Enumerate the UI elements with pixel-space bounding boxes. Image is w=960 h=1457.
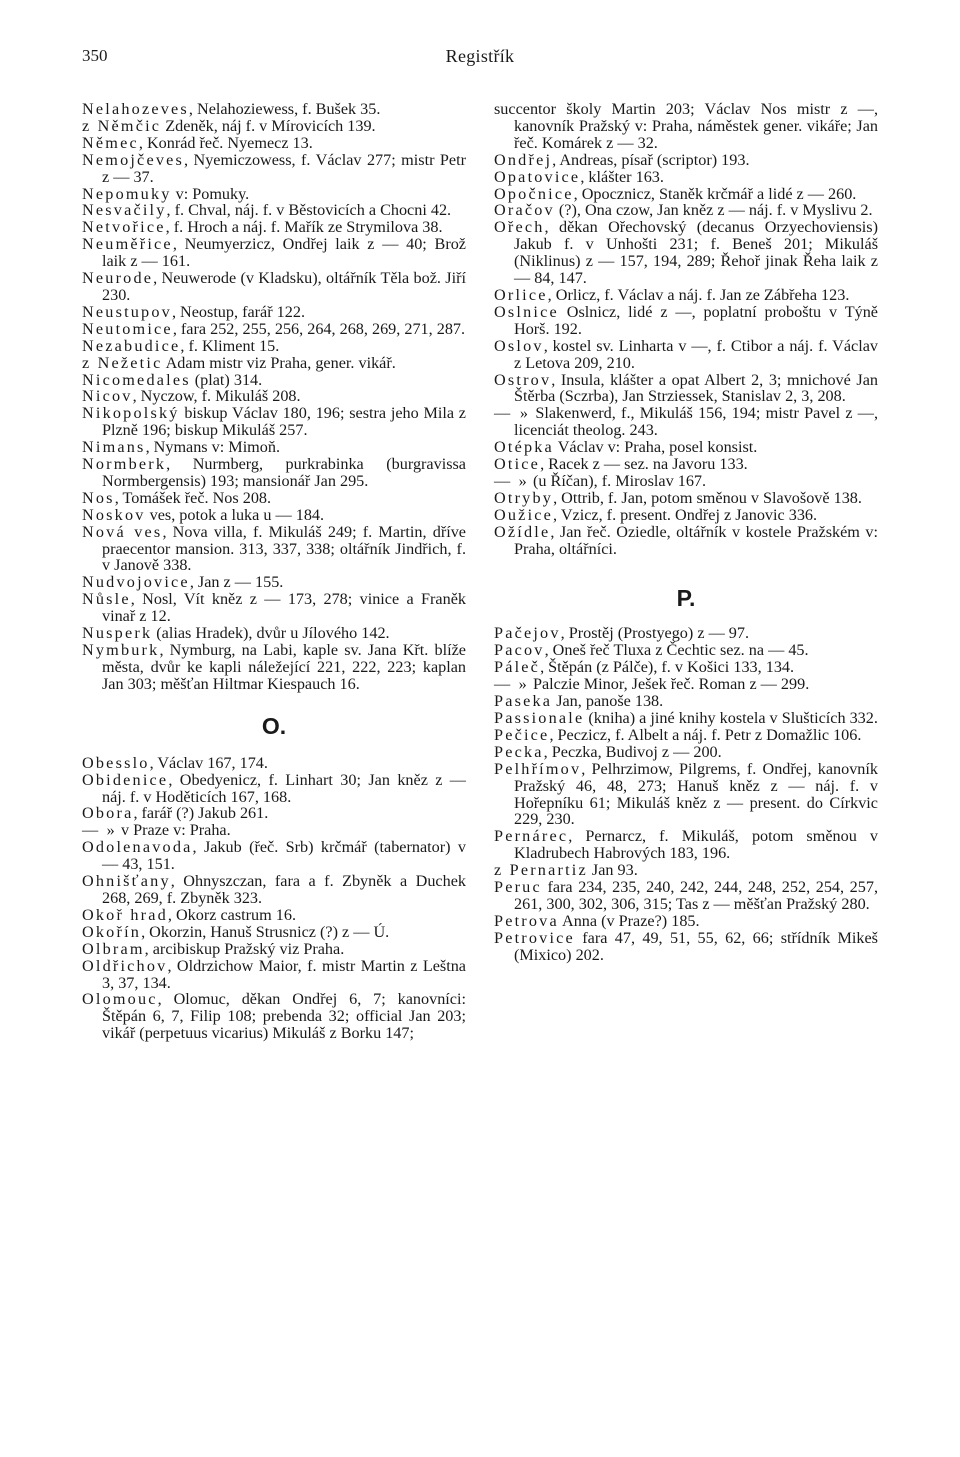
index-entry [494,930,878,964]
entry-text: , Vzicz, f. present. Ondřej z Janovic 336. [553,505,818,524]
entry-text: , Insula, klášter a opat Albert 2, 3; mnichové Jan Štěrba (Sczrba), Jan Strziessek, Stanislav 2, 3, 208. [514,370,878,406]
entry-headword: Pecka [494,742,544,761]
entry-text: (alias Hradek), dvůr u Jílového 142. [152,624,390,643]
index-entry [494,879,878,913]
index-entry [82,958,466,992]
index-entry [494,913,878,930]
entry-text: , Nymans v: Mimoň. [145,438,281,457]
page-header [82,46,878,70]
index-entry [494,524,878,558]
index-entry [494,169,878,186]
entry-headword: Netvořice [82,218,166,237]
index-entry [494,642,878,659]
index-entry [494,862,878,879]
entry-text: Jan, panoše 138. [552,692,664,711]
entry-headword: Nusperk [82,624,153,643]
entry-text: , Racek z — sez. na Javoru 133. [540,455,748,474]
section-heading: P. [676,585,696,612]
entry-text: , Konrád řeč. Nyemecz 13. [138,133,313,152]
index-entry [82,135,466,152]
entry-text: ves, potok a luka u — 184. [145,505,325,524]
right-column [494,101,878,964]
index-entry [494,152,878,169]
entry-headword: Oslnice [494,302,559,321]
entry-text: , Oneš řeč Tluxa z Čechtic sez. na — 45. [544,641,809,660]
entry-headword: Oldřichov [82,956,168,975]
index-entry [82,456,466,490]
entry-text: , Václav 167, 174. [149,753,268,772]
index-entry [494,101,878,152]
index-entry [82,338,466,355]
index-entry [82,507,466,524]
entry-text: , Pelhrzimow, Pilgrems, f. Ondřej, kanovník Pražský 46, 48, 273; Hanuš kněz z — náj. f. v Hořepníku 61; Mikuláš kněz z — present. do Církvic 229, 230. [514,759,878,829]
index-entry [82,219,466,236]
entry-headword: Nelahozeves [82,100,189,118]
entry-headword: Pernárec [494,827,569,846]
entry-text: v Praze v: Praha. [116,821,231,840]
entry-headword: Nimans [82,438,146,457]
index-entry [494,727,878,744]
entry-text: (plat) 314. [190,370,263,389]
index-entry [82,388,466,405]
entry-headword: z Němčic [82,116,162,135]
entry-text: Adam mistr viz Praha, gener. vikář. [162,353,396,372]
entry-text: , Okorzin, Hanuš Strusnicz (?) z — Ú. [141,922,390,941]
running-head: Registřík [445,46,515,66]
index-entry [82,625,466,642]
entry-headword: Pelhřímov [494,759,582,778]
entry-headword: Olbram [82,939,145,958]
index-entry [82,642,466,693]
entry-text: Slakenwerd, f., Mikuláš 156, 194; mistr Pavel z —, licenciát theolog. 243. [514,404,878,440]
entry-headword: Otryby [494,488,554,507]
index-entry [82,524,466,575]
index-entry [82,439,466,456]
index-entry [82,805,466,822]
entry-headword: — » [82,821,117,840]
entry-headword: — » [494,404,531,423]
index-entry [494,659,878,676]
index-entry [82,907,466,924]
index-entry [82,101,466,118]
entry-headword: Neurode [82,269,154,288]
index-entry [494,304,878,338]
entry-text: , Nosl, Vít kněz z — 173, 278; vinice a Franěk vinař z 12. [102,590,466,626]
index-entry [82,873,466,907]
index-entry [82,355,466,372]
entry-headword: Pacov [494,641,545,660]
index-entry [494,186,878,203]
entry-text: , Ottrib, f. Jan, potom směnou v Slavošově 138. [553,488,862,507]
entry-headword: Noskov [82,505,146,524]
entry-text: biskup Václav 180, 196; sestra jeho Mila z Plzně 196; biskup Mikuláš 257. [102,404,466,440]
entry-text: Jan 93. [587,861,638,880]
entry-headword: Němec [82,133,139,152]
index-entry [82,822,466,839]
entry-headword: Nikopolský [82,404,180,423]
index-entry [82,186,466,203]
index-entry [82,574,466,591]
entry-headword: Nezabudice [82,336,181,355]
index-entry [82,924,466,941]
index-entry [494,710,878,727]
entry-headword: Obidenice [82,770,169,789]
entry-text: , f. Kliment 15. [180,336,280,355]
index-entry [494,761,878,829]
entry-text: Zdeněk, náj f. v Mírovicích 139. [161,116,376,135]
page-number: 350 [82,46,108,65]
entry-text: , Peczka, Budivoj z — 200. [543,742,722,761]
index-entry [82,591,466,625]
entry-headword: Nudvojovice [82,573,190,592]
index-entry [82,321,466,338]
entry-text: , Opocznicz, Staněk krčmář a lidé z — 260. [573,184,857,203]
entry-text: Anna (v Praze?) 185. [558,911,700,930]
entry-headword: Olomouc [82,990,158,1009]
entry-headword: z Pernartiz [494,861,588,880]
index-entry [82,772,466,806]
entry-headword: Nepomuky [82,184,172,203]
entry-text: (u Říčan), f. Miroslav 167. [528,471,707,490]
entry-text: (?), Ona czow, Jan kněz z — náj. f. v Myslivu 2. [554,201,873,220]
entry-text: , Andreas, písař (scriptor) 193. [552,150,750,169]
index-entry [494,490,878,507]
entry-headword: Ondřej [494,150,553,169]
entry-text: , Obedyenicz, f. Linhart 30; Jan kněz z — náj. f. v Hoděticích 167, 168. [102,770,466,806]
entry-text: , Nyemiczowess, f. Václav 277; mistr Petr z — 37. [102,150,466,186]
index-entry [82,490,466,507]
entry-headword: Pečice [494,725,550,744]
entry-text: , Nurmberg, purkrabinka (burgravissa Normbergensis) 193; mansionář Jan 295. [102,455,466,490]
entry-headword: Nová ves [82,522,163,541]
index-entry [494,507,878,524]
entry-text: , Prostěj (Prostyego) z — 97. [560,624,750,643]
entry-headword: z Nežetic [82,353,163,372]
index-entry [494,625,878,642]
entry-headword: — » [494,675,529,694]
entry-text: , f. Chval, náj. f. v Běstovicích a Chocni 42. [166,201,452,220]
entry-headword: Páleč [494,658,541,677]
entry-text: , arcibiskup Pražský viz Praha. [144,939,345,958]
entry-text: , f. Hroch a náj. f. Mařík ze Strymilova 38. [165,218,443,237]
entry-text: , farář (?) Jakub 261. [133,804,269,823]
left-column [82,101,466,1042]
entry-headword: Nůsle [82,590,131,609]
entry-headword: Oračov [494,201,555,220]
entry-text: , Nyczow, f. Mikuláš 208. [132,387,301,406]
entry-headword: Nicomedales [82,370,191,389]
entry-headword: Ožídle [494,522,551,541]
entry-text: , Neostup, farář 122. [171,302,306,321]
entry-headword: Ořech [494,218,545,237]
entry-text: , Ohnyszczan, fara a f. Zbyněk a Duchek 268, 269, f. Zbyněk 323. [102,872,466,907]
entry-headword: Opatovice [494,167,581,186]
index-entry [494,828,878,862]
entry-headword: Oužice [494,505,554,524]
entry-text: , Jan z — 155. [189,573,284,592]
entry-headword: Okoř hrad [82,905,168,924]
entry-text: fara 234, 235, 240, 242, 244, 248, 252, 254, 257, 261, 300, 302, 306, 315; Tas z — měšťan Pražský 280. [514,878,878,913]
index-entry [82,372,466,389]
entry-headword: Otice [494,455,541,474]
index-entry [494,405,878,439]
entry-text: (kniha) a jiné knihy kostela v Slušticích 332. [584,709,878,727]
entry-text: , Neumyerzicz, Ondřej laik z — 40; Brož laik z — 161. [102,235,466,271]
entry-headword: Orlice [494,285,548,304]
entry-text: Oslnicz, lidé z —, poplatní proboštu v Týně Horš. 192. [514,302,878,338]
entry-headword: Nesvačily [82,201,167,220]
entry-headword: Nymburk [82,641,160,659]
entry-headword: Otépka [494,438,554,457]
entry-headword: Pačejov [494,624,561,643]
index-entry [494,287,878,304]
entry-headword: Neutomice [82,319,173,338]
index-entry [82,755,466,772]
entry-text: , fara 252, 255, 256, 264, 268, 269, 271, 287. [172,319,466,338]
entry-text: , Olomuc, děkan Ondřej 6, 7; kanovníci: Štěpán 6, 7, Filip 108; prebenda 32; official Jan 203; vikář (perpetuus vicarius) Mikuláš z Borku 147; [102,990,466,1043]
entry-text: , Neuwerode (v Kladsku), oltářník Těla bož. Jiří 230. [102,269,466,304]
index-entry [494,676,878,693]
entry-text: , klášter 163. [580,167,664,186]
entry-headword: Nicov [82,387,133,406]
entry-text: Palczie Minor, Ješek řeč. Roman z — 299. [528,675,810,694]
entry-text: , Nova villa, f. Mikuláš 249; f. Martin, dříve praecentor mansion. 313, 337, 338; oltářník Jindřich, f. v Janově 338. [102,522,466,575]
entry-text: , Nelahoziewess, f. Bušek 35. [188,100,381,118]
entry-text: , Tomášek řeč. Nos 208. [114,488,272,507]
index-entry [82,152,466,186]
entry-headword: Passionale [494,709,585,727]
entry-text: , Okorz castrum 16. [167,905,297,924]
entry-headword: Okořín [82,922,142,941]
index-entry [82,304,466,321]
entry-headword: Normberk [82,455,167,474]
entry-text: , Peczicz, f. Albelt a náj. f. Petr z Domažlic 106. [549,725,862,744]
entry-text: , Jan řeč. Oziedle, oltářník v kostele Pražském v: Praha, oltářníci. [514,522,878,558]
index-entry [494,744,878,761]
index-entry [82,839,466,873]
entry-headword: — » [494,471,529,490]
entry-text: v: Pomuky. [171,184,250,203]
entry-headword: Oslov [494,336,544,355]
entry-text: , Oldrzichow Maior, f. mistr Martin z Leštna 3, 37, 134. [102,956,466,992]
entry-text: Václav v: Praha, posel konsist. [553,438,758,457]
index-entry [494,473,878,490]
index-entry [494,219,878,287]
entry-headword: Opočnice [494,184,574,203]
index-entry [494,372,878,406]
entry-headword: Neustupov [82,302,172,321]
entry-headword: Neuměřice [82,235,173,254]
index-entry [494,693,878,710]
index-entry [82,270,466,304]
index-entry [82,405,466,439]
index-entry [494,202,878,219]
entry-text: , Orlicz, f. Václav a náj. f. Jan ze Zábřeha 123. [547,285,850,304]
entry-headword: Paseka [494,692,553,711]
index-entry [82,991,466,1042]
entry-text: succentor školy Martin 203; Václav Nos mistr z —, kanovník Pražský v: Praha, náměstek gener. vikáře; Jan řeč. Komárek z — 32. [494,100,878,152]
section-heading: O. [261,712,287,739]
entry-headword: Peruc [494,878,542,897]
index-entry [82,941,466,958]
index-entry [82,236,466,270]
entry-text: , Štěpán (z Pálče), f. v Košici 133, 134. [540,658,795,677]
entry-headword: Ostrov [494,370,552,389]
index-entry [494,439,878,456]
entry-text: , děkan Ořechovský (decanus Orzyechoviensis) Jakub f. v Unhošti 231; f. Beneš 201; Mikuláš (Niklinus) z — 157, 194, 289; Řehoř jinak Řeha laik z — 84, 147. [514,218,878,288]
entry-text: , kostel sv. Linharta v —, f. Ctibor a náj. f. Václav z Letova 209, 210. [514,336,878,372]
index-entry [82,202,466,219]
index-entry [494,338,878,372]
entry-headword: Petrovice [494,928,575,947]
entry-headword: Obesslo [82,753,150,772]
entry-headword: Ohnišťany [82,872,171,891]
entry-text: , Pernarcz, f. Mikuláš, potom směnou v Kladrubech Habrových 183, 196. [514,827,878,863]
index-entry [82,118,466,135]
entry-headword: Nos [82,488,115,507]
index-entry [494,456,878,473]
entry-text: , Jakub (řeč. Srb) krčmář (tabernator) v — 43, 151. [102,838,466,874]
entry-headword: Odolenavoda [82,838,193,857]
entry-headword: Obora [82,804,134,823]
entry-headword: Nemojčeves [82,150,185,169]
entry-text: fara 47, 49, 51, 55, 62, 66; střídník Mikeš (Mixico) 202. [514,928,878,964]
entry-headword: Petrova [494,911,559,930]
entry-text: , Nymburg, na Labi, kaple sv. Jana Křt. blíže města, dvůr ke kapli náležející 221, 222, 223; kaplan Jan 303; měšťan Hiltmar Kiespauch 16. [102,641,466,693]
